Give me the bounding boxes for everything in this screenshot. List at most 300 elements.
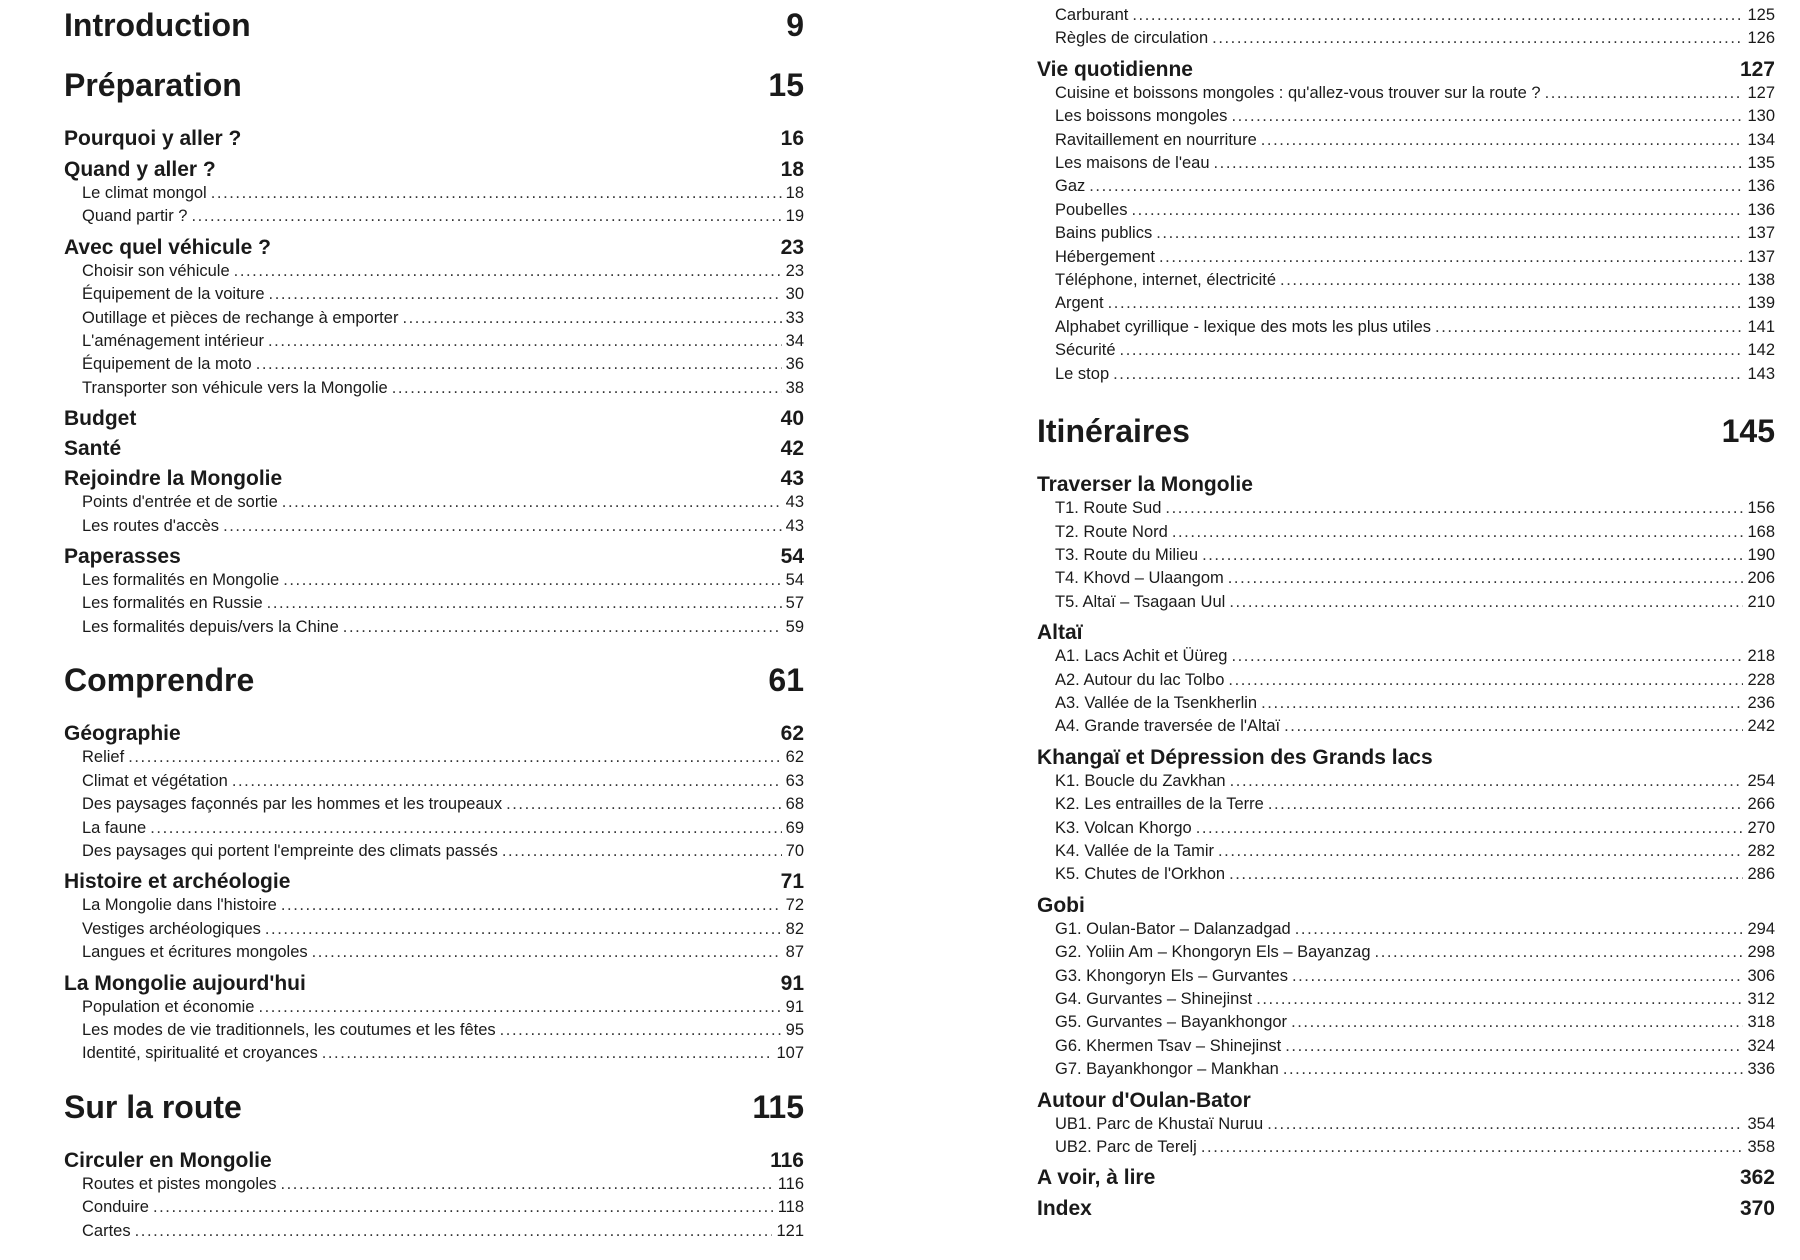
dot-leader <box>1131 199 1743 222</box>
toc-entry-transporter-son-vehicule-vers-la-mongoli <box>64 377 804 400</box>
page-number: 9 <box>786 7 804 43</box>
page-number: 43 <box>785 516 804 535</box>
entry-title: K4. Vallée de la Tamir <box>1055 841 1214 860</box>
page-number: 141 <box>1747 317 1775 336</box>
entry-title: K3. Volcan Khorgo <box>1055 818 1192 837</box>
entry-title: T5. Altaï – Tsagaan Uul <box>1055 592 1226 611</box>
toc-entry-equipement-de-la-voiture <box>64 283 804 306</box>
entry-title: Les maisons de l'eau <box>1055 154 1210 173</box>
page-number: 254 <box>1747 771 1775 790</box>
dot-leader <box>1435 316 1743 339</box>
entry-title: Gaz <box>1055 177 1086 196</box>
entry-title: G2. Yoliin Am – Khongoryn Els – Bayanzag <box>1055 943 1371 962</box>
page-number: 43 <box>785 493 804 512</box>
entry-title: A4. Grande traversée de l'Altaï <box>1055 717 1281 736</box>
page-number: 23 <box>785 261 804 280</box>
entry-title: Quand partir ? <box>82 207 188 226</box>
page-number: 306 <box>1747 966 1775 985</box>
dot-leader <box>1291 1011 1743 1034</box>
page-number: 63 <box>785 771 804 790</box>
toc-entry-bains-publics <box>1037 222 1775 245</box>
toc-entry-les-routes-d-acces <box>64 515 804 538</box>
page-number: 42 <box>780 437 804 461</box>
page-number: 358 <box>1747 1138 1775 1157</box>
entry-title: Paperasses <box>64 545 181 569</box>
page-number: 127 <box>1747 83 1775 102</box>
toc-chapter-pourquoi-y-aller <box>64 126 804 151</box>
dot-leader <box>232 770 782 793</box>
dot-leader <box>1089 175 1743 198</box>
toc-entry-a4-grande-traversee-de-l-altai <box>1037 715 1775 738</box>
toc-entry-les-modes-de-vie-traditionnels-les-coutu <box>64 1019 804 1042</box>
page-number: 121 <box>776 1221 804 1240</box>
toc-entry-k3-volcan-khorgo <box>1037 817 1775 840</box>
page-number: 71 <box>780 870 804 894</box>
entry-title: Pourquoi y aller ? <box>64 127 242 150</box>
entry-title: A voir, à lire <box>1037 1166 1156 1190</box>
page-number: 69 <box>785 818 804 837</box>
page-number: 126 <box>1747 29 1775 48</box>
entry-title: Itinéraires <box>1037 413 1190 450</box>
entry-title: A3. Vallée de la Tsenkherlin <box>1055 693 1258 712</box>
toc-entry-g2-yoliin-am-khongoryn-els-bayanzag <box>1037 941 1775 964</box>
entry-title: Climat et végétation <box>82 771 228 790</box>
toc-entry-g5-gurvantes-bayankhongor <box>1037 1011 1775 1034</box>
entry-title: Les formalités en Mongolie <box>82 571 280 590</box>
toc-entry-vestiges-archeologiques <box>64 918 804 941</box>
toc-entry-poubelles <box>1037 199 1775 222</box>
dot-leader <box>153 1196 774 1219</box>
toc-entry-k2-les-entrailles-de-la-terre <box>1037 793 1775 816</box>
dot-leader <box>1545 82 1744 105</box>
toc-entry-climat-et-vegetation <box>64 770 804 793</box>
dot-leader <box>267 592 782 615</box>
entry-title: G7. Bayankhongor – Mankhan <box>1055 1060 1279 1079</box>
page-number: 116 <box>777 1174 804 1193</box>
toc-right-page <box>1037 0 1775 1221</box>
entry-title: G4. Gurvantes – Shinejinst <box>1055 990 1253 1008</box>
toc-entry-t2-route-nord <box>1037 521 1775 544</box>
dot-leader <box>268 330 782 353</box>
page-number: 136 <box>1747 200 1775 219</box>
entry-title: Introduction <box>64 7 251 43</box>
entry-title: Les routes d'accès <box>82 516 220 535</box>
toc-chapter-altai <box>1037 620 1775 645</box>
page-number: 143 <box>1747 364 1775 383</box>
dot-leader <box>312 941 782 964</box>
toc-entry-alphabet-cyrillique-lexique-des-mots-les <box>1037 316 1775 339</box>
page-number: 266 <box>1747 795 1775 814</box>
entry-title: UB1. Parc de Khustaï Nuruu <box>1055 1114 1264 1133</box>
dot-leader <box>1172 521 1744 544</box>
page-number: 38 <box>785 378 804 397</box>
page-number: 15 <box>768 67 804 103</box>
entry-title: Des paysages façonnés par les hommes et les troupeaux <box>82 795 503 814</box>
entry-title: A1. Lacs Achit et Üüreg <box>1055 647 1228 666</box>
page-number: 91 <box>785 997 804 1016</box>
toc-part-preparation <box>64 66 804 104</box>
toc-entry-k1-boucle-du-zavkhan <box>1037 770 1775 793</box>
page-number: 57 <box>785 594 804 613</box>
entry-title: Téléphone, internet, électricité <box>1055 271 1277 290</box>
entry-title: Avec quel véhicule ? <box>64 235 271 259</box>
page-number: 18 <box>780 158 804 181</box>
toc-entry-cartes <box>64 1220 804 1243</box>
entry-title: Histoire et archéologie <box>64 870 291 894</box>
toc-entry-outillage-et-pieces-de-rechange-a-emport <box>64 307 804 330</box>
entry-title: Khangaï et Dépression des Grands lacs <box>1037 745 1433 769</box>
entry-title: Les boissons mongoles <box>1055 107 1228 126</box>
entry-title: Autour d'Oulan-Bator <box>1037 1088 1251 1112</box>
dot-leader <box>1256 988 1743 1011</box>
page-number: 242 <box>1747 717 1775 736</box>
entry-title: Choisir son véhicule <box>82 261 230 280</box>
entry-title: G5. Gurvantes – Bayankhongor <box>1055 1013 1288 1032</box>
page-number: 23 <box>780 235 804 259</box>
entry-title: Alphabet cyrillique - lexique des mots les plus utiles <box>1055 317 1432 336</box>
entry-title: Routes et pistes mongoles <box>82 1174 277 1193</box>
toc-entry-g1-oulan-bator-dalanzadgad <box>1037 918 1775 941</box>
toc-entry-telephone-internet-electricite <box>1037 269 1775 292</box>
dot-leader <box>128 746 781 769</box>
dot-leader <box>1280 269 1743 292</box>
toc-entry-g3-khongoryn-els-gurvantes <box>1037 965 1775 988</box>
entry-title: Le stop <box>1055 364 1110 383</box>
entry-title: Santé <box>64 437 122 461</box>
dot-leader <box>265 918 782 941</box>
entry-title: Règles de circulation <box>1055 29 1209 48</box>
entry-title: Les formalités depuis/vers la Chine <box>82 617 339 636</box>
dot-leader <box>392 377 782 400</box>
dot-leader <box>1201 1136 1744 1159</box>
entry-title: Hébergement <box>1055 247 1155 266</box>
entry-title: La Mongolie aujourd'hui <box>64 971 306 995</box>
entry-title: Bains publics <box>1055 224 1153 243</box>
page-number: 136 <box>1747 177 1775 196</box>
entry-title: Ravitaillement en nourriture <box>1055 130 1257 149</box>
dot-leader <box>1108 292 1744 315</box>
page-number: 362 <box>1739 1166 1775 1190</box>
toc-entry-a3-vallee-de-la-tsenkherlin <box>1037 692 1775 715</box>
page-number: 125 <box>1747 6 1775 24</box>
entry-title: Circuler en Mongolie <box>64 1148 272 1172</box>
dot-leader <box>1218 840 1743 863</box>
dot-leader <box>1214 152 1744 175</box>
entry-title: Vie quotidienne <box>1037 57 1193 81</box>
page-number: 134 <box>1747 130 1775 149</box>
page-number: 218 <box>1747 647 1775 666</box>
toc-entry-k5-chutes-de-l-orkhon <box>1037 863 1775 886</box>
page-number: 43 <box>780 467 804 491</box>
page-number: 137 <box>1747 224 1775 243</box>
toc-entry-equipement-de-la-moto <box>64 353 804 376</box>
dot-leader <box>280 1173 773 1196</box>
toc-entry-securite <box>1037 339 1775 362</box>
entry-title: Transporter son véhicule vers la Mongolie <box>82 378 388 397</box>
entry-title: Points d'entrée et de sortie <box>82 493 278 512</box>
toc-entry-les-formalites-en-mongolie <box>64 569 804 592</box>
page-number: 142 <box>1747 341 1775 360</box>
entry-title: Équipement de la voiture <box>82 285 265 304</box>
entry-title: Budget <box>64 407 137 431</box>
toc-entry-gaz <box>1037 175 1775 198</box>
page-number: 286 <box>1747 865 1775 884</box>
page-number: 298 <box>1747 943 1775 962</box>
page-number: 370 <box>1739 1197 1775 1221</box>
toc-chapter-la-mongolie-aujourd-hui <box>64 971 804 996</box>
dot-leader <box>1285 1035 1743 1058</box>
dot-leader <box>269 283 782 306</box>
entry-title: Quand y aller ? <box>64 158 216 181</box>
toc-entry-hebergement <box>1037 246 1775 269</box>
entry-title: Traverser la Mongolie <box>1037 473 1253 497</box>
page-number: 68 <box>785 795 804 814</box>
entry-title: Vestiges archéologiques <box>82 919 261 938</box>
dot-leader <box>1228 567 1744 590</box>
toc-entry-l-amenagement-interieur <box>64 330 804 353</box>
toc-entry-les-boissons-mongoles <box>1037 105 1775 128</box>
page-number: 318 <box>1747 1013 1775 1032</box>
page-number: 34 <box>785 332 804 351</box>
toc-entry-identite-spiritualite-et-croyances <box>64 1042 804 1065</box>
entry-title: T3. Route du Milieu <box>1055 545 1199 564</box>
entry-title: Le climat mongol <box>82 184 207 202</box>
toc-entry-la-faune <box>64 817 804 840</box>
page-number: 137 <box>1747 247 1775 266</box>
page-number: 228 <box>1747 670 1775 689</box>
dot-leader <box>256 353 782 376</box>
entry-title: Géographie <box>64 722 181 746</box>
entry-title: Relief <box>82 748 125 767</box>
entry-title: Gobi <box>1037 893 1085 917</box>
entry-title: Équipement de la moto <box>82 355 252 374</box>
dot-leader <box>1292 965 1744 988</box>
page-number: 54 <box>780 545 804 569</box>
toc-chapter-histoire-et-archeologie <box>64 869 804 894</box>
toc-entry-langues-et-ecritures-mongoles <box>64 941 804 964</box>
toc-entry-t4-khovd-ulaangom <box>1037 567 1775 590</box>
toc-entry-ub2-parc-de-terelj <box>1037 1136 1775 1159</box>
dot-leader <box>1196 817 1744 840</box>
dot-leader <box>281 894 782 917</box>
toc-chapter-index <box>1037 1196 1775 1221</box>
page-number: 62 <box>785 748 804 767</box>
page-number: 107 <box>776 1044 804 1063</box>
toc-chapter-rejoindre-la-mongolie <box>64 466 804 491</box>
toc-entry-conduire <box>64 1196 804 1219</box>
page-number: 294 <box>1747 919 1775 938</box>
dot-leader <box>211 182 782 205</box>
toc-entry-g4-gurvantes-shinejinst <box>1037 988 1775 1011</box>
toc-entry-ub1-parc-de-khustai-nuruu <box>1037 1113 1775 1136</box>
entry-title: La faune <box>82 818 147 837</box>
dot-leader <box>1202 544 1743 567</box>
entry-title: Les modes de vie traditionnels, les coutumes et les fêtes <box>82 1020 496 1039</box>
dot-leader <box>135 1220 773 1243</box>
page-number: 82 <box>785 919 804 938</box>
page-number: 156 <box>1747 499 1775 518</box>
dot-leader <box>1268 793 1744 816</box>
entry-title: La Mongolie dans l'histoire <box>82 896 277 915</box>
entry-title: Argent <box>1055 294 1104 313</box>
dot-leader <box>402 307 781 330</box>
page-number: 19 <box>785 207 804 226</box>
dot-leader <box>1267 1113 1743 1136</box>
toc-part-sur-la-route <box>64 1088 804 1126</box>
toc-left-page <box>64 0 804 1243</box>
entry-title: Poubelles <box>1055 200 1128 219</box>
dot-leader <box>343 616 782 639</box>
entry-title: T2. Route Nord <box>1055 522 1168 541</box>
entry-title: Des paysages qui portent l'empreinte des climats passés <box>82 841 498 860</box>
page-number: 236 <box>1747 693 1775 712</box>
dot-leader <box>283 569 781 592</box>
entry-title: Carburant <box>1055 6 1129 24</box>
entry-title: A2. Autour du lac Tolbo <box>1055 670 1225 689</box>
toc-entry-les-formalites-en-russie <box>64 592 804 615</box>
page-number: 210 <box>1747 592 1775 611</box>
page-number: 270 <box>1747 818 1775 837</box>
toc-entry-quand-partir <box>64 205 804 228</box>
entry-title: K5. Chutes de l'Orkhon <box>1055 865 1226 884</box>
entry-title: G6. Khermen Tsav – Shinejinst <box>1055 1036 1282 1055</box>
toc-chapter-vie-quotidienne <box>1037 57 1775 82</box>
page-number: 138 <box>1747 271 1775 290</box>
entry-title: Langues et écritures mongoles <box>82 943 308 962</box>
dot-leader <box>1159 246 1743 269</box>
entry-title: G3. Khongoryn Els – Gurvantes <box>1055 966 1288 985</box>
page-number: 70 <box>785 841 804 860</box>
dot-leader <box>1120 339 1744 362</box>
dot-leader <box>1284 715 1743 738</box>
toc-chapter-quand-y-aller <box>64 157 804 182</box>
entry-title: Sécurité <box>1055 341 1116 360</box>
toc-entry-argent <box>1037 292 1775 315</box>
toc-entry-k4-vallee-de-la-tamir <box>1037 840 1775 863</box>
dot-leader <box>1229 863 1743 886</box>
dot-leader <box>1230 770 1744 793</box>
page-number: 190 <box>1747 545 1775 564</box>
page-number: 312 <box>1747 990 1775 1008</box>
toc-chapter-gobi <box>1037 893 1775 918</box>
page-number: 30 <box>785 285 804 304</box>
page-number: 62 <box>780 722 804 746</box>
page-number: 33 <box>785 308 804 327</box>
toc-entry-le-climat-mongol <box>64 182 804 205</box>
dot-leader <box>191 205 781 228</box>
toc-entry-des-paysages-qui-portent-l-empreinte-des <box>64 840 804 863</box>
dot-leader <box>1165 497 1743 520</box>
toc-entry-carburant <box>1037 4 1775 27</box>
page-number: 354 <box>1747 1114 1775 1133</box>
page-number: 127 <box>1739 57 1775 81</box>
toc-chapter-autour-d-oulan-bator <box>1037 1088 1775 1113</box>
toc-entry-la-mongolie-dans-l-histoire <box>64 894 804 917</box>
entry-title: K2. Les entrailles de la Terre <box>1055 795 1264 814</box>
entry-title: Les formalités en Russie <box>82 594 263 613</box>
toc-entry-a2-autour-du-lac-tolbo <box>1037 669 1775 692</box>
entry-title: Conduire <box>82 1198 149 1217</box>
entry-title: Altaï <box>1037 621 1083 645</box>
toc-entry-points-d-entree-et-de-sortie <box>64 491 804 514</box>
toc-entry-routes-et-pistes-mongoles <box>64 1173 804 1196</box>
page-number: 135 <box>1747 154 1775 173</box>
dot-leader <box>258 996 781 1019</box>
dot-leader <box>1113 363 1743 386</box>
page-number: 87 <box>785 943 804 962</box>
entry-title: G1. Oulan-Bator – Dalanzadgad <box>1055 919 1291 938</box>
toc-entry-le-stop <box>1037 363 1775 386</box>
entry-title: Sur la route <box>64 1088 242 1125</box>
dot-leader <box>1132 4 1743 27</box>
toc-entry-des-paysages-faconnes-par-les-hommes-et- <box>64 793 804 816</box>
page-number: 72 <box>785 896 804 915</box>
dot-leader <box>234 260 782 283</box>
toc-chapter-geographie <box>64 721 804 746</box>
entry-title: Outillage et pièces de rechange à emporter <box>82 308 399 327</box>
entry-title: UB2. Parc de Terelj <box>1055 1138 1197 1157</box>
entry-title: Cartes <box>82 1221 131 1240</box>
toc-chapter-paperasses <box>64 544 804 569</box>
toc-chapter-a-voir-a-lire <box>1037 1165 1775 1190</box>
page-number: 130 <box>1747 107 1775 126</box>
page-number: 168 <box>1747 522 1775 541</box>
toc-chapter-khangai-et-depression-des-grands-lacs <box>1037 745 1775 770</box>
page-number: 59 <box>785 617 804 636</box>
entry-title: Population et économie <box>82 997 255 1016</box>
toc-entry-t3-route-du-milieu <box>1037 544 1775 567</box>
entry-title: Identité, spiritualité et croyances <box>82 1044 318 1063</box>
toc-part-comprendre <box>64 661 804 699</box>
toc-chapter-circuler-en-mongolie <box>64 1148 804 1173</box>
dot-leader <box>322 1042 773 1065</box>
toc-entry-choisir-son-vehicule <box>64 260 804 283</box>
toc-chapter-sante <box>64 436 804 461</box>
entry-title: T4. Khovd – Ulaangom <box>1055 569 1224 588</box>
toc-chapter-traverser-la-mongolie <box>1037 472 1775 497</box>
toc-entry-relief <box>64 746 804 769</box>
page-number: 118 <box>777 1198 804 1217</box>
toc-part-itineraires <box>1037 412 1775 450</box>
dot-leader <box>1295 918 1744 941</box>
page-number: 116 <box>770 1148 804 1172</box>
toc-entry-cuisine-et-boissons-mongoles-qu-allez-vo <box>1037 82 1775 105</box>
page-number: 16 <box>780 127 804 150</box>
toc-chapter-avec-quel-vehicule <box>64 235 804 260</box>
toc-entry-regles-de-circulation <box>1037 27 1775 50</box>
entry-title: Préparation <box>64 67 242 103</box>
toc-entry-ravitaillement-en-nourriture <box>1037 129 1775 152</box>
page-number: 282 <box>1747 841 1775 860</box>
toc-entry-g6-khermen-tsav-shinejinst <box>1037 1035 1775 1058</box>
entry-title: K1. Boucle du Zavkhan <box>1055 771 1226 790</box>
page-number: 324 <box>1747 1036 1775 1055</box>
page-number: 139 <box>1747 294 1775 313</box>
page-number: 95 <box>785 1020 804 1039</box>
dot-leader <box>1229 591 1743 614</box>
toc-entry-les-formalites-depuis-vers-la-chine <box>64 616 804 639</box>
entry-title: T1. Route Sud <box>1055 499 1162 518</box>
toc-entry-t1-route-sud <box>1037 497 1775 520</box>
dot-leader <box>150 817 781 840</box>
entry-title: Cuisine et boissons mongoles : qu'allez-vous trouver sur la route ? <box>1055 83 1541 102</box>
page-number: 206 <box>1747 569 1775 588</box>
page-number: 336 <box>1747 1060 1775 1079</box>
dot-leader <box>1231 105 1743 128</box>
dot-leader <box>1261 129 1744 152</box>
toc-entry-population-et-economie <box>64 996 804 1019</box>
toc-entry-les-maisons-de-l-eau <box>1037 152 1775 175</box>
